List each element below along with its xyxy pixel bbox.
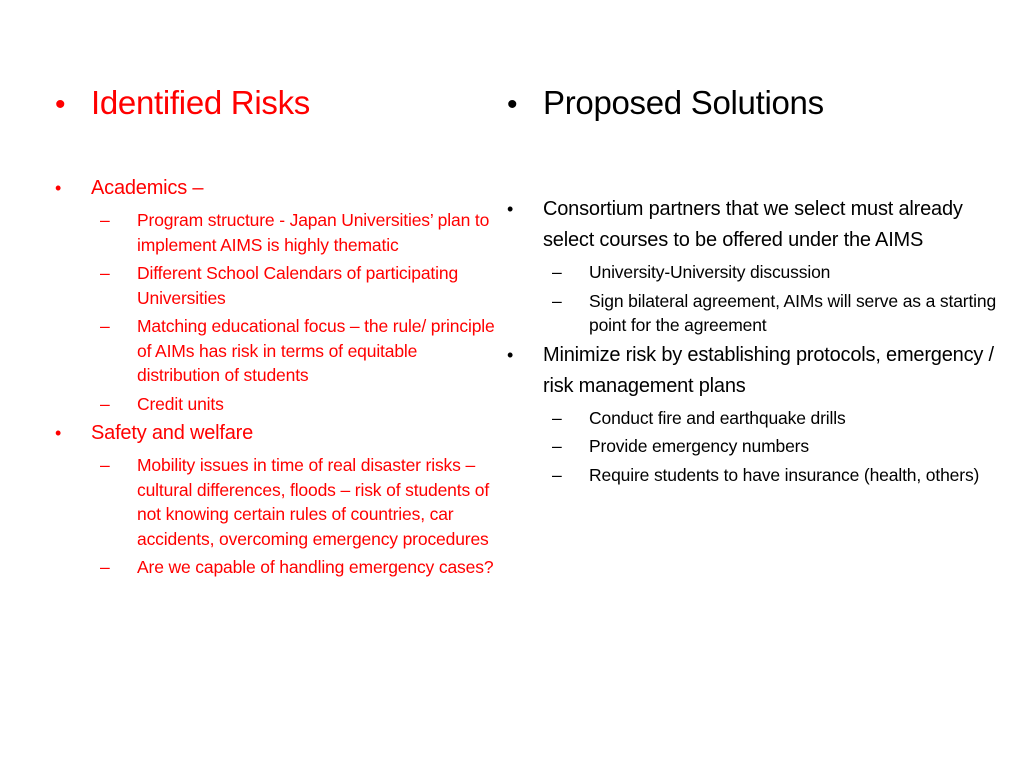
left-bullet-list [55, 173, 500, 582]
sub-list-item [552, 463, 1007, 488]
sub-list-item-text: Are we capable of handling emergency cases? [137, 557, 494, 577]
sub-list-item-text: Mobility issues in time of real disaster risks – cultural differences, floods – risk of students of not knowing certain rules of countries, car accidents, overcoming emergency procedures [137, 455, 490, 549]
list-item-text: Minimize risk by establishing protocols, emergency / risk management plans [543, 343, 994, 397]
sub-list-item-text: Program structure - Japan Universities’ plan to implement AIMS is highly thematic [137, 210, 490, 255]
dash-icon: – [100, 557, 110, 577]
sub-list-item [552, 289, 1007, 338]
sub-list-item-text: Require students to have insurance (health, others) [589, 464, 980, 485]
bullet-icon: • [507, 199, 514, 219]
sub-list-item [552, 434, 1007, 459]
sub-list-item-text: University-University discussion [589, 262, 831, 282]
dash-icon: – [100, 210, 110, 230]
list-item [507, 194, 1007, 256]
left-heading-text: Identified Risks [91, 84, 310, 121]
list-item [55, 418, 500, 449]
sub-list-item [552, 406, 1007, 431]
sub-list-item-text: Matching educational focus – the rule/ principle of AIMs has risk in terms of equitable distribution of students [137, 316, 495, 385]
sub-list-item-text: Provide emergency numbers [589, 436, 809, 456]
sub-list-item-text: Different School Calendars of participating Universities [137, 263, 459, 308]
list-item-text: Safety and welfare [91, 422, 254, 444]
bullet-icon: • [55, 88, 66, 121]
sub-list-item-text: Credit units [137, 393, 224, 414]
sub-list-item [100, 261, 500, 310]
list-item-text: Consortium partners that we select must already select courses to be offered under the AIMS [543, 198, 963, 251]
dash-icon: – [100, 455, 110, 475]
list-item-text: Academics – [91, 177, 204, 199]
sub-list-item-text: Conduct fire and earthquake drills [589, 407, 846, 428]
right-heading [507, 84, 824, 122]
right-heading-text: Proposed Solutions [543, 84, 824, 121]
dash-icon: – [552, 436, 562, 456]
list-item [507, 340, 1007, 402]
dash-icon: – [552, 262, 562, 282]
dash-icon: – [100, 316, 110, 336]
dash-icon: – [552, 290, 562, 311]
bullet-icon: • [55, 423, 62, 443]
bullet-icon: • [507, 88, 518, 121]
sub-list-item-text: Sign bilateral agreement, AIMs will serve as a starting point for the agreement [589, 290, 997, 335]
dash-icon: – [100, 393, 110, 414]
bullet-icon: • [55, 178, 62, 198]
sub-list-item [100, 453, 500, 551]
dash-icon: – [552, 464, 562, 485]
dash-icon: – [100, 263, 110, 283]
left-heading [55, 84, 310, 122]
right-bullet-list [507, 194, 1007, 489]
bullet-icon: • [507, 344, 514, 365]
sub-list-item [552, 260, 1007, 285]
sub-list-item [100, 392, 500, 417]
sub-list-item [100, 555, 500, 580]
dash-icon: – [552, 407, 562, 428]
sub-list-item [100, 314, 500, 388]
sub-list-item [100, 208, 500, 257]
list-item [55, 173, 500, 204]
